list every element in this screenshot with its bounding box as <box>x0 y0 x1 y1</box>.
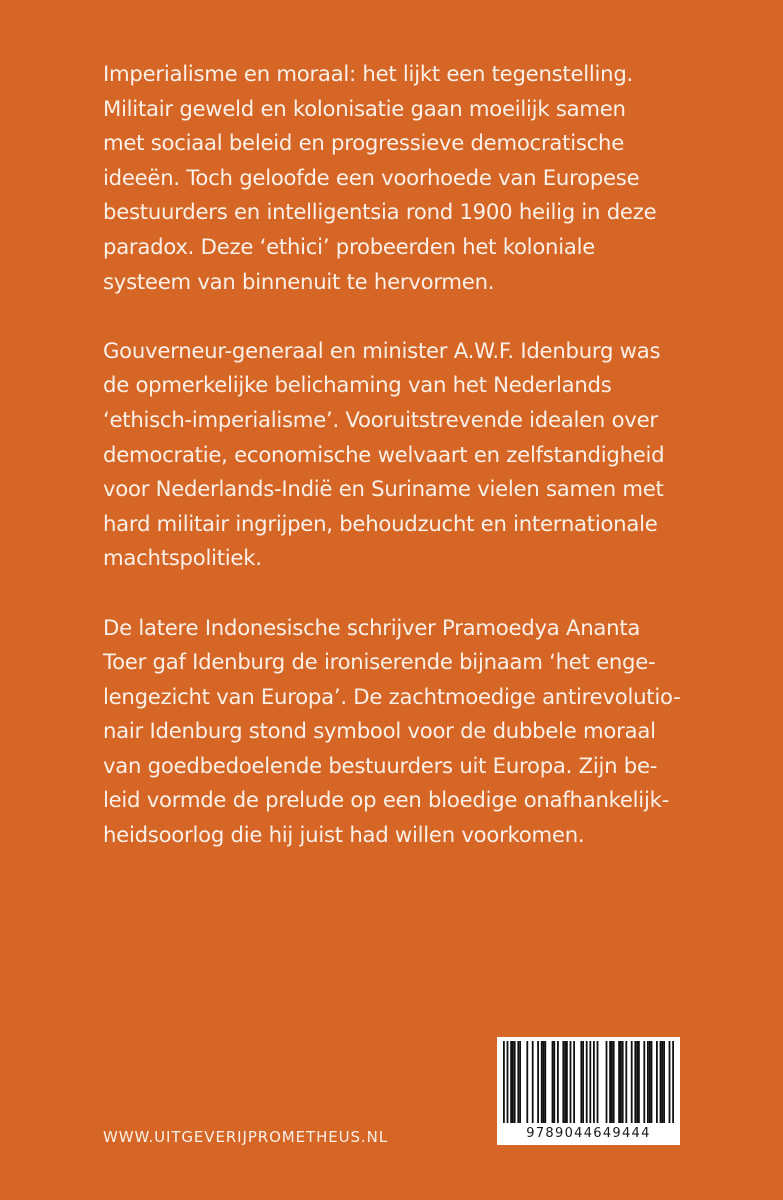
barcode-bar <box>606 1041 608 1123</box>
barcode-bar <box>557 1041 559 1123</box>
barcode-bar <box>570 1041 572 1123</box>
barcode-bars <box>497 1037 680 1125</box>
blurb-line: democratie, economische welvaart en zelfstandigheid <box>103 441 665 467</box>
barcode-bar <box>669 1041 671 1123</box>
blurb-line: van goedbedoelende bestuurders uit Europa. Zijn be- <box>103 752 658 778</box>
blurb-line: ideeën. Toch geloofde een voorhoede van Europese <box>103 164 640 190</box>
barcode-bar <box>663 1041 665 1123</box>
barcode-bar <box>672 1041 674 1123</box>
barcode-bar <box>507 1041 509 1123</box>
barcode-bar <box>661 1041 663 1123</box>
blurb-line: machtspolitiek. <box>103 545 262 571</box>
blurb-paragraph <box>103 334 743 576</box>
barcode-bar <box>620 1041 622 1123</box>
blurb-line: nair Idenburg stond symbool voor de dubbele moraal <box>103 718 656 744</box>
isbn-barcode <box>497 1037 680 1145</box>
barcode-bar <box>660 1041 662 1123</box>
barcode-bar <box>613 1041 615 1123</box>
barcode-bar <box>593 1041 595 1123</box>
barcode-bar <box>651 1041 653 1123</box>
blurb-line: Militair geweld en kolonisatie gaan moeilijk samen <box>103 95 626 121</box>
barcode-bar <box>526 1041 528 1123</box>
barcode-bar <box>573 1041 575 1123</box>
barcode-bar <box>566 1041 568 1123</box>
barcode-bar <box>543 1041 545 1123</box>
barcode-bar <box>636 1041 638 1123</box>
blurb-line: heidsoorlog die hij juist had willen voorkomen. <box>103 822 585 848</box>
blurb-line: ‘ethisch-imperialisme’. Vooruitstrevende idealen over <box>103 406 658 432</box>
barcode-bar <box>597 1041 599 1123</box>
blurb-line: met sociaal beleid en progressieve democratische <box>103 130 624 156</box>
blurb-line: de opmerkelijke belichaming van het Nederlands <box>103 372 612 398</box>
blurb-line: leid vormde de prelude op een bloedige onafhankelijk- <box>103 787 669 813</box>
barcode-bar <box>544 1041 546 1123</box>
barcode-bar <box>512 1041 514 1123</box>
barcode-bar <box>510 1041 512 1123</box>
barcode-bar <box>562 1041 564 1123</box>
blurb-paragraph <box>103 611 743 853</box>
barcode-bar <box>552 1041 554 1123</box>
barcode-bar <box>541 1041 543 1123</box>
barcode-bar <box>634 1041 636 1123</box>
blurb-line: hard militair ingrijpen, behoudzucht en internationale <box>103 510 658 536</box>
barcode-bar <box>656 1041 658 1123</box>
blurb-line: voor Nederlands-Indië en Suriname vielen samen met <box>103 476 664 502</box>
isbn-number: 9789044649444 <box>526 1126 651 1141</box>
barcode-bar <box>589 1041 591 1123</box>
barcode-bar <box>519 1041 521 1123</box>
barcode-bar <box>582 1041 584 1123</box>
barcode-bar <box>649 1041 651 1123</box>
barcode-bar <box>638 1041 640 1123</box>
barcode-bar <box>609 1041 611 1123</box>
blurb-line: Gouverneur-generaal en minister A.W.F. Idenburg was <box>103 337 661 363</box>
barcode-bar <box>553 1041 555 1123</box>
blurb-line: Imperialisme en moraal: het lijkt een tegenstelling. <box>103 61 634 86</box>
back-cover-blurb <box>103 57 743 887</box>
publisher-website: WWW.UITGEVERIJPROMETHEUS.NL <box>103 1128 388 1146</box>
barcode-bar <box>537 1041 539 1123</box>
barcode-bar <box>564 1041 566 1123</box>
barcode-bar <box>503 1041 505 1123</box>
barcode-bar <box>622 1041 624 1123</box>
barcode-bar <box>625 1041 627 1123</box>
blurb-line: paradox. Deze ‘ethici’ probeerden het koloniale <box>103 233 596 259</box>
blurb-line: systeem van binnenuit te hervormen. <box>103 268 495 294</box>
barcode-bar <box>514 1041 516 1123</box>
blurb-line: De latere Indonesische schrijver Pramoedya Ananta <box>103 614 641 640</box>
barcode-bar <box>647 1041 649 1123</box>
barcode-bar <box>618 1041 620 1123</box>
barcode-bar <box>532 1041 534 1123</box>
blurb-line: bestuurders en intelligentsia rond 1900 heilig in deze <box>103 199 657 225</box>
barcode-bar <box>611 1041 613 1123</box>
barcode-bar <box>643 1041 645 1123</box>
blurb-line: Toer gaf Idenburg de ironiserende bijnaam ‘het enge- <box>103 649 656 675</box>
blurb-line: lengezicht van Europa’. De zachtmoedige antirevolutio- <box>103 683 681 709</box>
barcode-bar <box>631 1041 633 1123</box>
barcode-bar <box>517 1041 519 1123</box>
blurb-paragraph <box>103 57 743 299</box>
barcode-bar <box>586 1041 588 1123</box>
barcode-bar <box>580 1041 582 1123</box>
